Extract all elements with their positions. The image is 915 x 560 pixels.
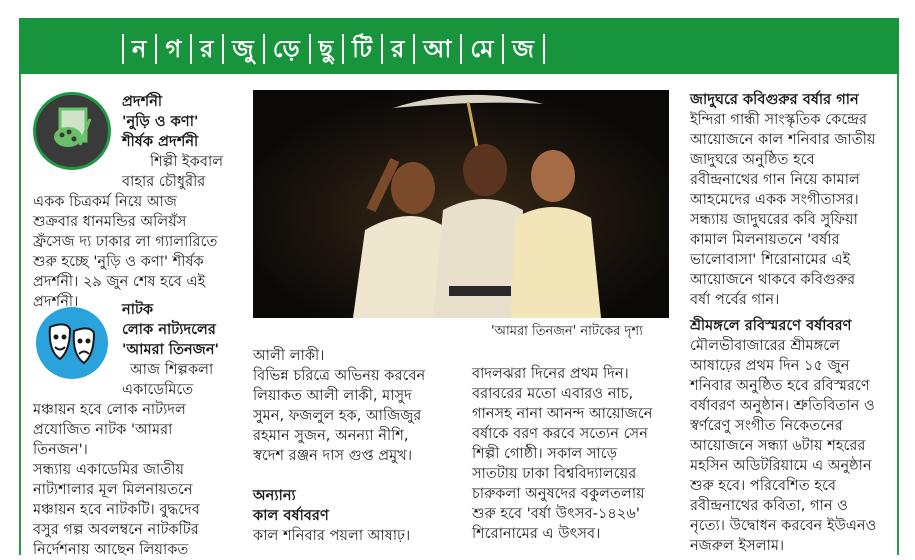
middle-line: সুমন, ফজলুল হক, আজিজুর (253, 407, 422, 424)
drama-line: আজ শিল্পকলা (130, 361, 214, 378)
right-bottom-line: মৌলভীবাজারের শ্রীমঙ্গলে (690, 337, 841, 354)
exhibition-line: প্রদর্শনী। ২৯ জুন শেষ হবে এই (33, 273, 206, 290)
right-bottom-line: শুরু হবে। পরিবেশিত হবে (690, 477, 837, 494)
drama-line: নির্দেশনায় আছেন লিয়াকত (33, 541, 189, 558)
exhibition-line: শুরু হচ্ছে 'নুড়ি ও কণা' শীর্ষক (33, 253, 204, 270)
right-top-heading: জাদুঘরে কবিগুরুর বর্ষার গান (690, 91, 859, 108)
right-bottom-line: রবীন্দ্রনাথের কবিতা, গান ও (690, 497, 848, 514)
drama-line: মঞ্চায়ন হবে লোক নাট্যদল (33, 401, 186, 418)
third-line: বরাবরের মতো এবারও নাচ, (472, 385, 634, 402)
third-line: চারুকলা অনুষদের বকুলতলায় (472, 485, 645, 502)
banner-letter: জু (222, 34, 262, 64)
drama-title-line: 'আমরা তিনজন' (122, 341, 220, 358)
banner-title (122, 34, 545, 64)
other-heading: অন্যান্য (253, 487, 296, 504)
banner-letter: র (381, 34, 413, 64)
right-bottom-line: বর্ষাবরণ অনুষ্ঠান। শ্রুতিবিতান ও (690, 397, 875, 414)
drama-line: নাট্যশালার মূল মিলনায়তনে (33, 481, 193, 498)
drama-line: বসুর গল্প অবলম্বনে নাটকটির (33, 521, 199, 538)
stage-photo (253, 90, 669, 318)
third-line: গানসহ নানা আনন্দ আয়োজনে (472, 405, 653, 422)
third-line: শিরোনামের এ উৎসব। (472, 525, 601, 542)
exhibition-title-line: শীর্ষক প্রদর্শনী (122, 133, 199, 150)
right-bottom-line: নজরুল ইসলাম। (690, 537, 785, 554)
right-top-line: ভালোবাসা' শিরোনামের এই (690, 251, 851, 268)
right-bottom-line: শনিবার অনুষ্ঠিত হবে রবিস্মরণে (690, 377, 870, 394)
right-top-line: বর্ষা পর্বের গান। (690, 291, 780, 308)
middle-line: লিয়াকত আলী লাকী, মাসুদ (253, 387, 412, 404)
banner-letter: ন (122, 34, 155, 64)
section-banner (19, 18, 899, 74)
right-bottom-line: আয়োজনে সন্ধ্যা ৬টায় শহরের (690, 437, 866, 454)
exhibition-line: বাহার চৌধুরীর (122, 173, 206, 190)
banner-letter: আ (413, 34, 460, 64)
drama-line: প্রযোজিত নাটক 'আমরা (33, 421, 173, 438)
right-top-line: ইন্দিরা গান্ধী সাংস্কৃতিক কেন্দ্রের (690, 111, 868, 128)
photo-caption: 'আমরা তিনজন' নাটকের দৃশ্য (491, 324, 643, 339)
exhibition-line: একক চিত্রকর্ম নিয়ে আজ (33, 193, 177, 210)
drama-line: সন্ধ্যায় একাডেমির জাতীয় (33, 461, 185, 478)
other-subheading: কাল বর্ষাবরণ (253, 507, 329, 524)
theatre-masks-icon (36, 307, 108, 379)
right-top-line: আহমেদের একক সংগীতাসর। (690, 191, 859, 208)
banner-letter: ছু (309, 34, 343, 64)
right-bottom-heading: শ্রীমঙ্গলে রবিস্মরণে বর্ষাবরণ (690, 317, 852, 334)
drama-heading: নাটক (122, 301, 154, 318)
right-top-line: জাদুঘরে অনুষ্ঠিত হবে (690, 151, 815, 168)
exhibition-line: ফ্রঁসেজ দ্য ঢাকার লা গ্যালারিতে (33, 233, 218, 250)
banner-letter: ড়ে (263, 34, 309, 64)
right-bottom-line: স্বর্ণরেণু সংগীত নিকেতনের (690, 417, 843, 434)
exhibition-heading: প্রদর্শনী (122, 93, 163, 110)
third-line: শিল্পী গোষ্ঠী। সকাল সাড়ে (472, 445, 618, 462)
banner-letter: মে (460, 34, 502, 64)
banner-letter: জ (502, 34, 544, 64)
third-line: শুরু হবে 'বর্ষা উৎসব-১৪২৬' (472, 505, 640, 522)
drama-line: একাডেমিতে (122, 381, 194, 398)
third-line: বাদলঝরা দিনের প্রথম দিন। (472, 365, 629, 382)
right-top-line: আয়োজনে কাল শনিবার জাতীয় (690, 131, 876, 148)
drama-line: মঞ্চায়ন হবে নাটকটি। বুদ্ধদেব (33, 501, 200, 518)
right-bottom-line: নৃত্যে। উদ্বোধন করবেন ইউএনও (690, 517, 877, 534)
banner-letter: গ (155, 34, 190, 64)
banner-letter: টি (342, 34, 381, 64)
exhibition-title-line: 'নুড়ি ও কণা' (122, 113, 199, 130)
exhibition-line: শিল্পী ইকবাল (150, 153, 224, 170)
right-top-line: রবীন্দ্রনাথের গান নিয়ে কামাল (690, 171, 860, 188)
right-bottom-line: মহসিন অডিটরিয়ামে এ অনুষ্ঠান (690, 457, 872, 474)
middle-line: আলী লাকী। (253, 347, 325, 364)
exhibition-line: প্রদর্শনী। (33, 293, 79, 310)
right-top-line: সন্ধ্যায় জাদুঘরের কবি সুফিয়া (690, 211, 858, 228)
middle-line: স্বদেশ রঞ্জন দাস গুপ্ত প্রমুখ। (253, 447, 413, 464)
right-top-line: কামাল মিলনায়তনে 'বর্ষার (690, 231, 840, 248)
other-line: কাল শনিবার পয়লা আষাঢ়। (253, 527, 411, 544)
third-line: সাতটায় ঢাকা বিশ্ববিদ্যালয়ের (472, 465, 637, 482)
middle-line: রহমান সুজন, অনন্যা নীশি, (253, 427, 409, 444)
drama-title-line: লোক নাট্যদলের (122, 321, 216, 338)
banner-letter: র (190, 34, 222, 64)
third-line: বর্ষাকে বরণ করবে সত্যেন সেন (472, 425, 648, 442)
right-bottom-line: আষাঢ়ের প্রথম দিন ১৫ জুন (690, 357, 850, 374)
middle-line: বিভিন্ন চরিত্রে অভিনয় করবেন (253, 367, 426, 384)
exhibition-line: শুক্রবার ধানমন্ডির অলিয়ঁস (33, 213, 187, 230)
right-top-line: আয়োজনে থাকবে কবিগুরুর (690, 271, 856, 288)
palette-easel-icon (33, 92, 111, 170)
drama-line: তিনজন'। (33, 441, 88, 458)
